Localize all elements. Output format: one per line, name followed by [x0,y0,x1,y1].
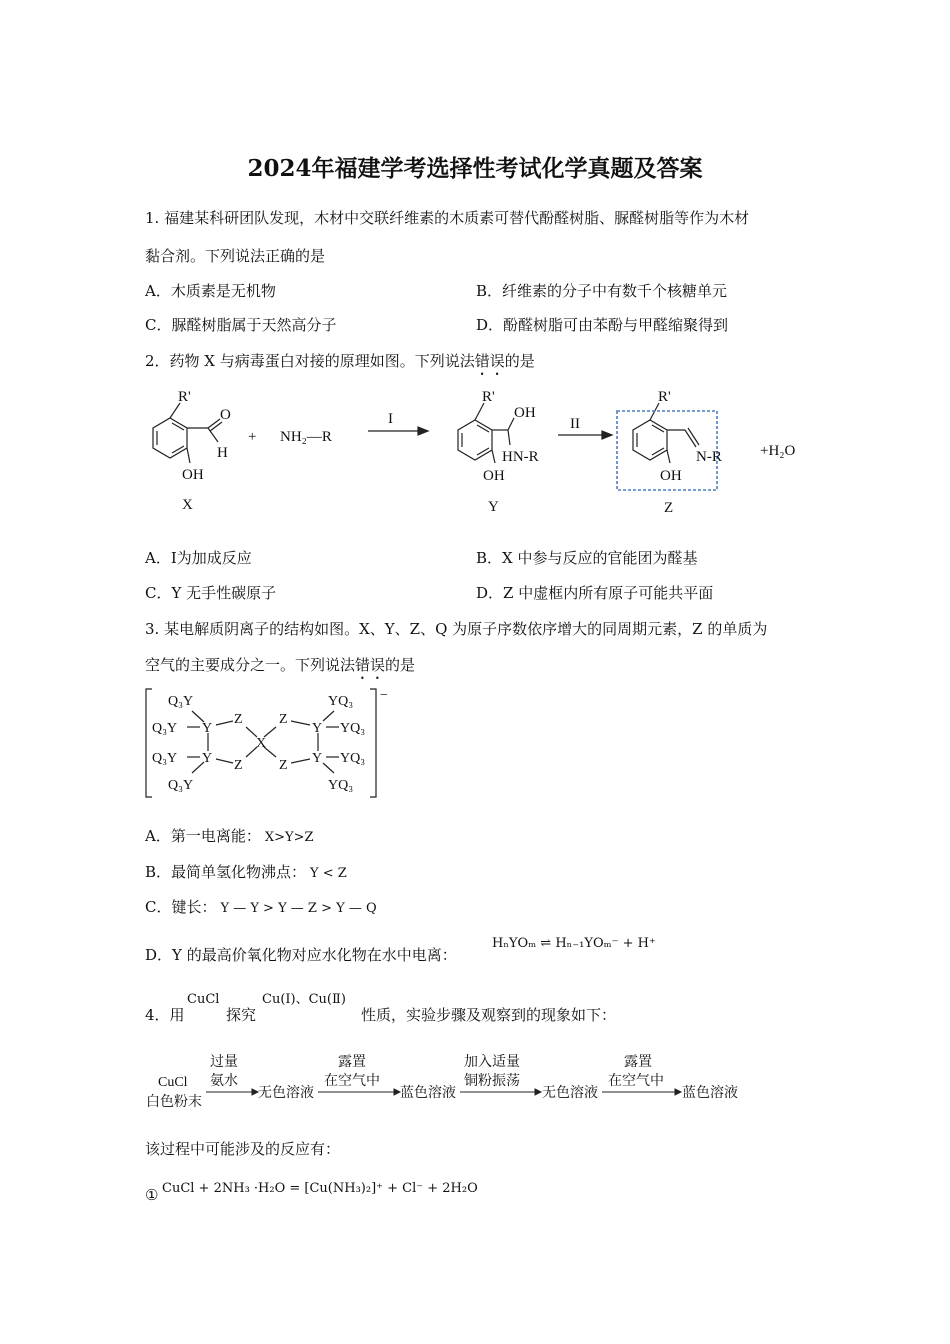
label-x: X [182,497,193,513]
q3-stem-line1: 3. 某电解质阴离子的结构如图。X、Y、Z、Q 为原子序数依序增大的同周期元素，Z 的单质为 [145,620,768,638]
q2-option-c: C．Y 无手性碳原子 [145,584,277,602]
q3-c-formula: Y — Y > Y — Z > Y — Q [220,901,377,916]
q2-option-b: B．X 中参与反应的官能团为醛基 [476,549,698,567]
struct-q3y-1: Q₃Y [168,694,194,709]
z-oh: OH [660,468,682,484]
q2-emphasis: 错误 [474,352,505,370]
y-oh-top: OH [514,405,536,421]
struct-x: X [256,736,267,751]
struct-y-3: Y [312,721,323,736]
x-oh: OH [182,467,204,483]
q4-reaction-1-number: ① [145,1186,159,1204]
y-nh: HN-R [502,449,539,465]
amine-reagent: NH₂—R [280,429,332,445]
struct-yq3-3: YQ₃ [340,751,366,766]
x-oxygen: O [220,407,231,423]
struct-y-4: Y [312,751,323,766]
plus-sign: + [248,429,257,445]
step-2-label: II [570,416,580,432]
flow-a2-top: 露置 [338,1055,366,1070]
q3-anion-structure [140,685,400,805]
label-y: Y [488,499,499,515]
q4-flow-diagram [140,1048,780,1118]
flow-s4: 蓝色溶液 [682,1086,738,1101]
q4-cu-ions: Cu(Ⅰ)、Cu(Ⅱ) [262,992,346,1007]
struct-z-4: Z [279,758,288,773]
q3-stem-line2: 空气的主要成分之一。下列说法错误的是 [145,656,416,674]
flow-a4-top: 露置 [624,1055,652,1070]
q3-option-b: B．最简单氢化物沸点： Y < Z [145,863,347,881]
struct-z-2: Z [234,758,243,773]
q4-reaction-1: CuCl + 2NH₃ ·H₂O = [Cu(NH₃)₂]⁺ + Cl⁻ + 2H₂O [162,1181,478,1196]
struct-yq3-4: YQ₃ [328,778,354,793]
q2-stem: 2．药物 X 与病毒蛋白对接的原理如图。下列说法错误的是 [145,352,535,370]
flow-a3-bottom: 铜粉振荡 [464,1074,520,1089]
flow-a4-bottom: 在空气中 [608,1074,664,1089]
q3-d-formula: HₙYOₘ ⇌ Hₙ₋₁YOₘ⁻ + H⁺ [492,936,656,951]
z-n: N-R [696,449,722,465]
struct-y-2: Y [202,751,213,766]
struct-q3y-2: Q₃Y [152,721,178,736]
q3-b-formula: Y < Z [310,866,347,881]
flow-s3: 无色溶液 [542,1086,598,1101]
q3-a-formula: X>Y>Z [264,830,314,845]
flow-start-desc: 白色粉末 [146,1095,202,1110]
q1-stem-line2: 黏合剂。下列说法正确的是 [145,247,326,265]
q3-option-c: C．键长： Y — Y > Y — Z > Y — Q [145,898,377,916]
flow-a2-bottom: 在空气中 [324,1074,380,1089]
water-byproduct: +H₂O [760,443,796,459]
q4-stem-start: 4．用 [145,1006,185,1024]
page-title: 2024年福建学考选择性考试化学真题及答案 [247,155,703,182]
y-rprime: R' [482,389,495,405]
q2-option-d: D．Z 中虚框内所有原子可能共平面 [476,584,714,602]
struct-y-1: Y [202,721,213,736]
flow-a3-top: 加入适量 [464,1055,520,1070]
q1-option-c: C．脲醛树脂属于天然高分子 [145,316,337,334]
struct-z-3: Z [279,712,288,727]
q3-emphasis: 错误 [355,656,386,674]
flow-start-formula: CuCl [158,1075,188,1090]
struct-yq3-1: YQ₃ [328,694,354,709]
x-rprime: R' [178,389,191,405]
q4-stem-end: 性质，实验步骤及观察到的现象如下： [361,1006,617,1024]
struct-q3y-3: Q₃Y [152,751,178,766]
y-oh: OH [483,468,505,484]
q3-option-a: A．第一电离能： X>Y>Z [145,827,314,845]
q3-option-d: D．Y 的最高价氧化物对应水化物在水中电离： [145,946,457,964]
q2-reaction-scheme [140,385,820,520]
q1-option-b: B．纤维素的分子中有数千个核糖单元 [476,282,728,300]
z-rprime: R' [658,389,671,405]
flow-s1: 无色溶液 [258,1086,314,1101]
q2-option-a: A．Ⅰ为加成反应 [145,549,252,567]
q1-option-a: A．木质素是无机物 [145,282,276,300]
label-z: Z [664,500,674,516]
q4-stem-mid: 探究 [226,1006,257,1024]
struct-z-1: Z [234,712,243,727]
struct-charge: − [380,688,388,703]
struct-q3y-4: Q₃Y [168,778,194,793]
x-hydrogen: H [217,445,228,461]
flow-a1-top: 过量 [210,1055,238,1070]
step-1-label: I [388,411,393,427]
struct-yq3-2: YQ₃ [340,721,366,736]
q4-cucl: CuCl [187,992,220,1007]
flow-s2: 蓝色溶液 [400,1086,456,1101]
q4-reactions-intro: 该过程中可能涉及的反应有： [145,1140,341,1158]
q1-stem-line1: 1. 福建某科研团队发现，木材中交联纤维素的木质素可替代酚醛树脂、脲醛树脂等作为木材 [145,209,750,227]
q1-option-d: D．酚醛树脂可由苯酚与甲醛缩聚得到 [476,316,729,334]
flow-a1-bottom: 氨水 [210,1074,238,1089]
